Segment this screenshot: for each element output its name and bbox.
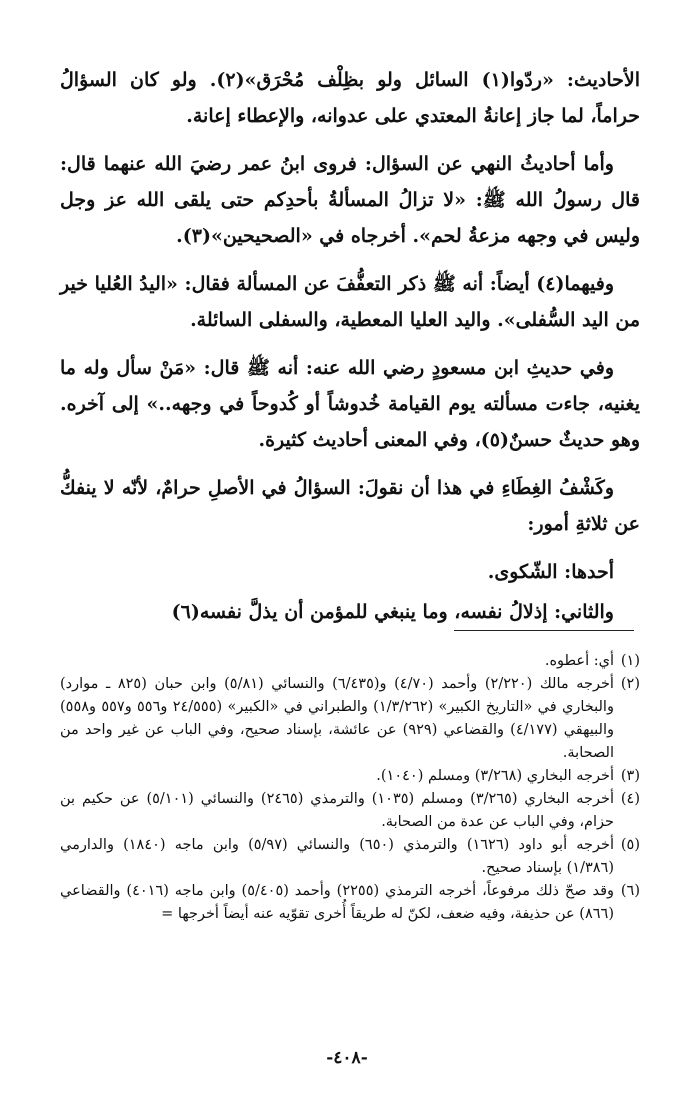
main-text bbox=[60, 62, 640, 634]
footnotes bbox=[60, 650, 640, 926]
paragraph-uncovering: وكَشْفُ الغِطَاءِ في هذا أن نقولَ: السؤالُ في الأصلِ حرامٌ، لأنّه لا ينفكُّ عن ثلاثةِ أمور: bbox=[60, 477, 640, 535]
footnote-number: (٣) bbox=[620, 768, 640, 784]
footnote-text: أخرجه البخاري (٣/٢٦٨) ومسلم (١٠٤٠). bbox=[376, 768, 614, 784]
page-number: -٤٠٨- bbox=[326, 1048, 368, 1068]
footnote-number: (١) bbox=[620, 653, 640, 669]
footnote-separator bbox=[454, 630, 634, 631]
paragraph-upper-hand: وفيهما(٤) أيضاً: أنه ﷺ ذكر التعفُّفَ عن المسألة فقال: «اليدُ العُليا خير من اليد السُّفلى». واليد العليا المعطية، والسفلى السائلة. bbox=[60, 273, 640, 331]
footnote bbox=[60, 673, 640, 765]
paragraph-prohibition-hadiths: وأما أحاديثُ النهي عن السؤال: فروى ابنُ عمر رضيَ الله عنهما قال: قال رسولُ الله ﷺ: «لا تزالُ المسألةُ بأحدِكم حتى يلقى الله عز وجل وليس في وجهه مزعةُ لحم». أخرجاه في «الصحيحين»(٣). bbox=[60, 153, 640, 247]
footnote-text: أخرجه البخاري (٣/٢٦٥) ومسلم (١٠٣٥) والترمذي (٢٤٦٥) والنسائي (٥/١٠١) عن حكيم بن حزام، وفي الباب عن عدة من الصحابة. bbox=[60, 791, 614, 830]
paragraph-first-matter: أحدها: الشّكوى. bbox=[487, 561, 614, 583]
footnote bbox=[60, 765, 640, 788]
footnote bbox=[60, 788, 640, 834]
footnote-number: (٥) bbox=[620, 837, 640, 853]
paragraph-second-matter: والثاني: إذلالُ نفسه، وما ينبغي للمؤمن أن يذلَّ نفسه(٦) bbox=[171, 601, 614, 623]
paragraph-ibn-masud: وفي حديثِ ابن مسعودٍ رضي الله عنه: أنه ﷺ قال: «مَنْ سأل وله ما يغنيه، جاءت مسألته يوم القيامة خُدوشاً أو كُدوحاً في وجهه..» إلى آخره. وهو حديثٌ حسنٌ(٥)، وفي المعنى أحاديث كثيرة. bbox=[60, 357, 640, 451]
footnote-number: (٦) bbox=[620, 883, 640, 899]
paragraph-hadith-intro: الأحاديث: «ردّوا(١) السائل ولو بظِلْف مُحْرَق»(٢). ولو كان السؤالُ حراماً، لما جاز إعانةُ المعتدي على عدوانه، والإعطاء إعانة. bbox=[60, 69, 641, 127]
footnote bbox=[60, 650, 640, 673]
footnote-text: أخرجه أبو داود (١٦٢٦) والترمذي (٦٥٠) والنسائي (٥/٩٧) وابن ماجه (١٨٤٠) والدارمي (١/٣٨٦) بإسناد صحيح. bbox=[60, 837, 614, 876]
footnote bbox=[60, 880, 640, 926]
footnote-number: (٢) bbox=[620, 676, 640, 692]
footnote-text: أي: أعطوه. bbox=[544, 653, 614, 669]
footnote-number: (٤) bbox=[620, 791, 640, 807]
footnote-text: أخرجه مالك (٢/٢٢٠) وأحمد (٤/٧٠) و(٦/٤٣٥) والنسائي (٥/٨١) وابن حبان (٨٢٥ ـ موارد) والبخاري في «التاريخ الكبير» (١/٣/٢٦٢) والطبراني في «الكبير» (٢٤/٥٥٥ و٥٥٦ و٥٥٧ و٥٥٨) والبيهقي (٤/١٧٧) والقضاعي (٩٢٩) عن عائشة، بإسناد صحيح، وفي الباب عن غير واحد من الصحابة. bbox=[60, 676, 614, 761]
footnote-text: وقد صحّ ذلك مرفوعاً، أخرجه الترمذي (٢٢٥٥) وأحمد (٥/٤٠٥) وابن ماجه (٤٠١٦) والقضاعي (٨٦٦) عن حذيفة، وفيه ضعف، لكنّ له طريقاً أُخرى تقوّيه عنه أيضاً أخرجها = bbox=[60, 883, 614, 922]
footnote bbox=[60, 834, 640, 880]
